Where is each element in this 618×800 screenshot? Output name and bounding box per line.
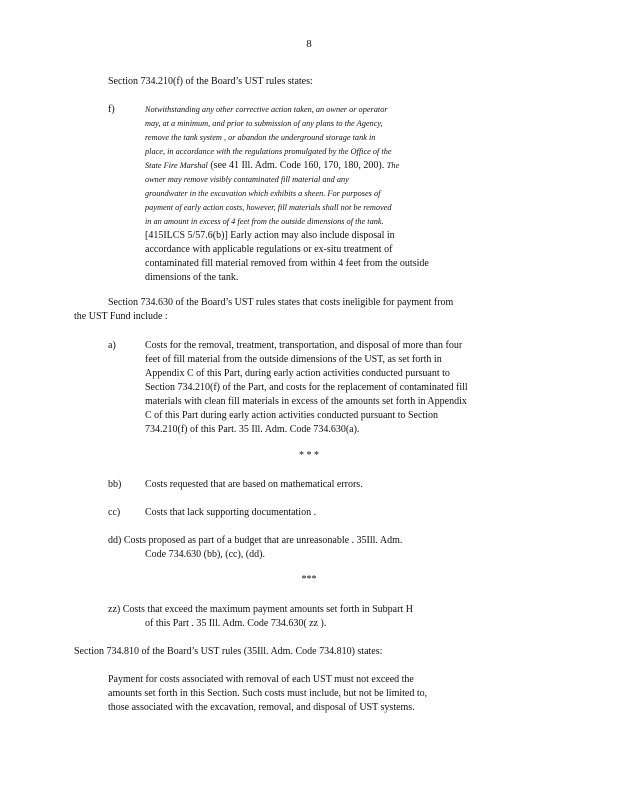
item-line: Costs for the removal, treatment, transportation, and disposal of more than four: [145, 340, 463, 351]
item-line: Section 734.210(f) of the Part, and costs for the replacement of contaminated fill: [145, 382, 468, 393]
item-cc-text: Costs that lack supporting documentation .: [145, 507, 317, 518]
quote-line: Payment for costs associated with removal of each UST must not exceed the: [108, 674, 414, 685]
item-line: Appendix C of this Part, during early action activities conducted pursuant to: [145, 368, 450, 379]
rule-line: remove the tank system , or abandon the underground storage tank in: [145, 133, 376, 142]
item-line: 734.210(f) of this Part. 35 Ill. Adm. Code 734.630(a).: [145, 424, 360, 435]
quote-line: those associated with the excavation, removal, and disposal of UST systems.: [108, 702, 415, 713]
item-label-bb: bb): [108, 479, 122, 490]
rule-line-mixed: [145, 159, 490, 173]
item-line: C of this Part during early action activities conducted pursuant to Section: [145, 410, 438, 421]
rule-line: may, at a minimum, and prior to submission of any plans to the Agency,: [145, 119, 383, 128]
item-line: zz) Costs that exceed the maximum payment amounts set forth in Subpart H: [108, 604, 413, 615]
item-dd-text: [108, 534, 508, 562]
rule-line-italic-part: The: [386, 161, 400, 170]
item-zz-text: [108, 603, 508, 631]
item-line: materials with clean fill materials in excess of the amounts set forth in Appendix: [145, 396, 467, 407]
rule-line: accordance with applicable regulations or ex-situ treatment of: [145, 244, 393, 255]
section-734-810-intro: Section 734.810 of the Board’s UST rules (35Ill. Adm. Code 734.810) states:: [74, 646, 383, 657]
rule-line: payment of early action costs, however, fill materials shall not be removed: [145, 203, 392, 212]
item-label-f: f): [108, 104, 115, 115]
item-a-text: [145, 339, 540, 437]
item-bb-text: Costs requested that are based on mathematical errors.: [145, 479, 363, 490]
rule-line: [415ILCS 5/57.6(b)] Early action may also include disposal in: [145, 230, 395, 241]
rule-line-italic-part: State Fire Marshal: [145, 161, 208, 170]
rule-line: Notwithstanding any other corrective action taken, an owner or operator: [145, 105, 388, 114]
rule-line: owner may remove visibly contaminated fill material and any: [145, 175, 349, 184]
item-label-a: a): [108, 340, 116, 351]
intro-line: the UST Fund include :: [74, 311, 168, 322]
section-734-810-quote: [108, 673, 508, 715]
item-line: Code 734.630 (bb), (cc), (dd).: [145, 549, 265, 560]
item-label-cc: cc): [108, 507, 121, 518]
ellipsis-stars: ***: [301, 574, 317, 585]
rule-line: dimensions of the tank.: [145, 272, 239, 283]
page-number: 8: [306, 38, 312, 50]
citation-text: (see 41 Ill. Adm. Code 160, 170, 180, 200).: [210, 160, 385, 171]
intro-line: Section 734.630 of the Board’s UST rules states that costs ineligible for payment from: [108, 297, 454, 308]
rule-734-210f-text: [145, 103, 490, 285]
rule-line: contaminated fill material removed from within 4 feet from the outside: [145, 258, 429, 269]
section-734-630-intro: [74, 296, 534, 324]
item-line: feet of fill material from the outside dimensions of the UST, as set forth in: [145, 354, 442, 365]
item-line: of this Part . 35 Ill. Adm. Code 734.630( zz ).: [145, 618, 327, 629]
rule-line: in an amount in excess of 4 feet from the outside dimensions of the tank.: [145, 217, 384, 226]
ellipsis-stars: * * *: [299, 450, 319, 461]
item-line: dd) Costs proposed as part of a budget that are unreasonable . 35Ill. Adm.: [108, 535, 403, 546]
rule-line: groundwater in the excavation which exhibits a sheen. For purposes of: [145, 189, 381, 198]
rule-line: place, in accordance with the regulations promulgated by the Office of the: [145, 147, 392, 156]
section-734-210f-intro: Section 734.210(f) of the Board’s UST rules states:: [108, 76, 313, 87]
quote-line: amounts set forth in this Section. Such costs must include, but not be limited to,: [108, 688, 428, 699]
